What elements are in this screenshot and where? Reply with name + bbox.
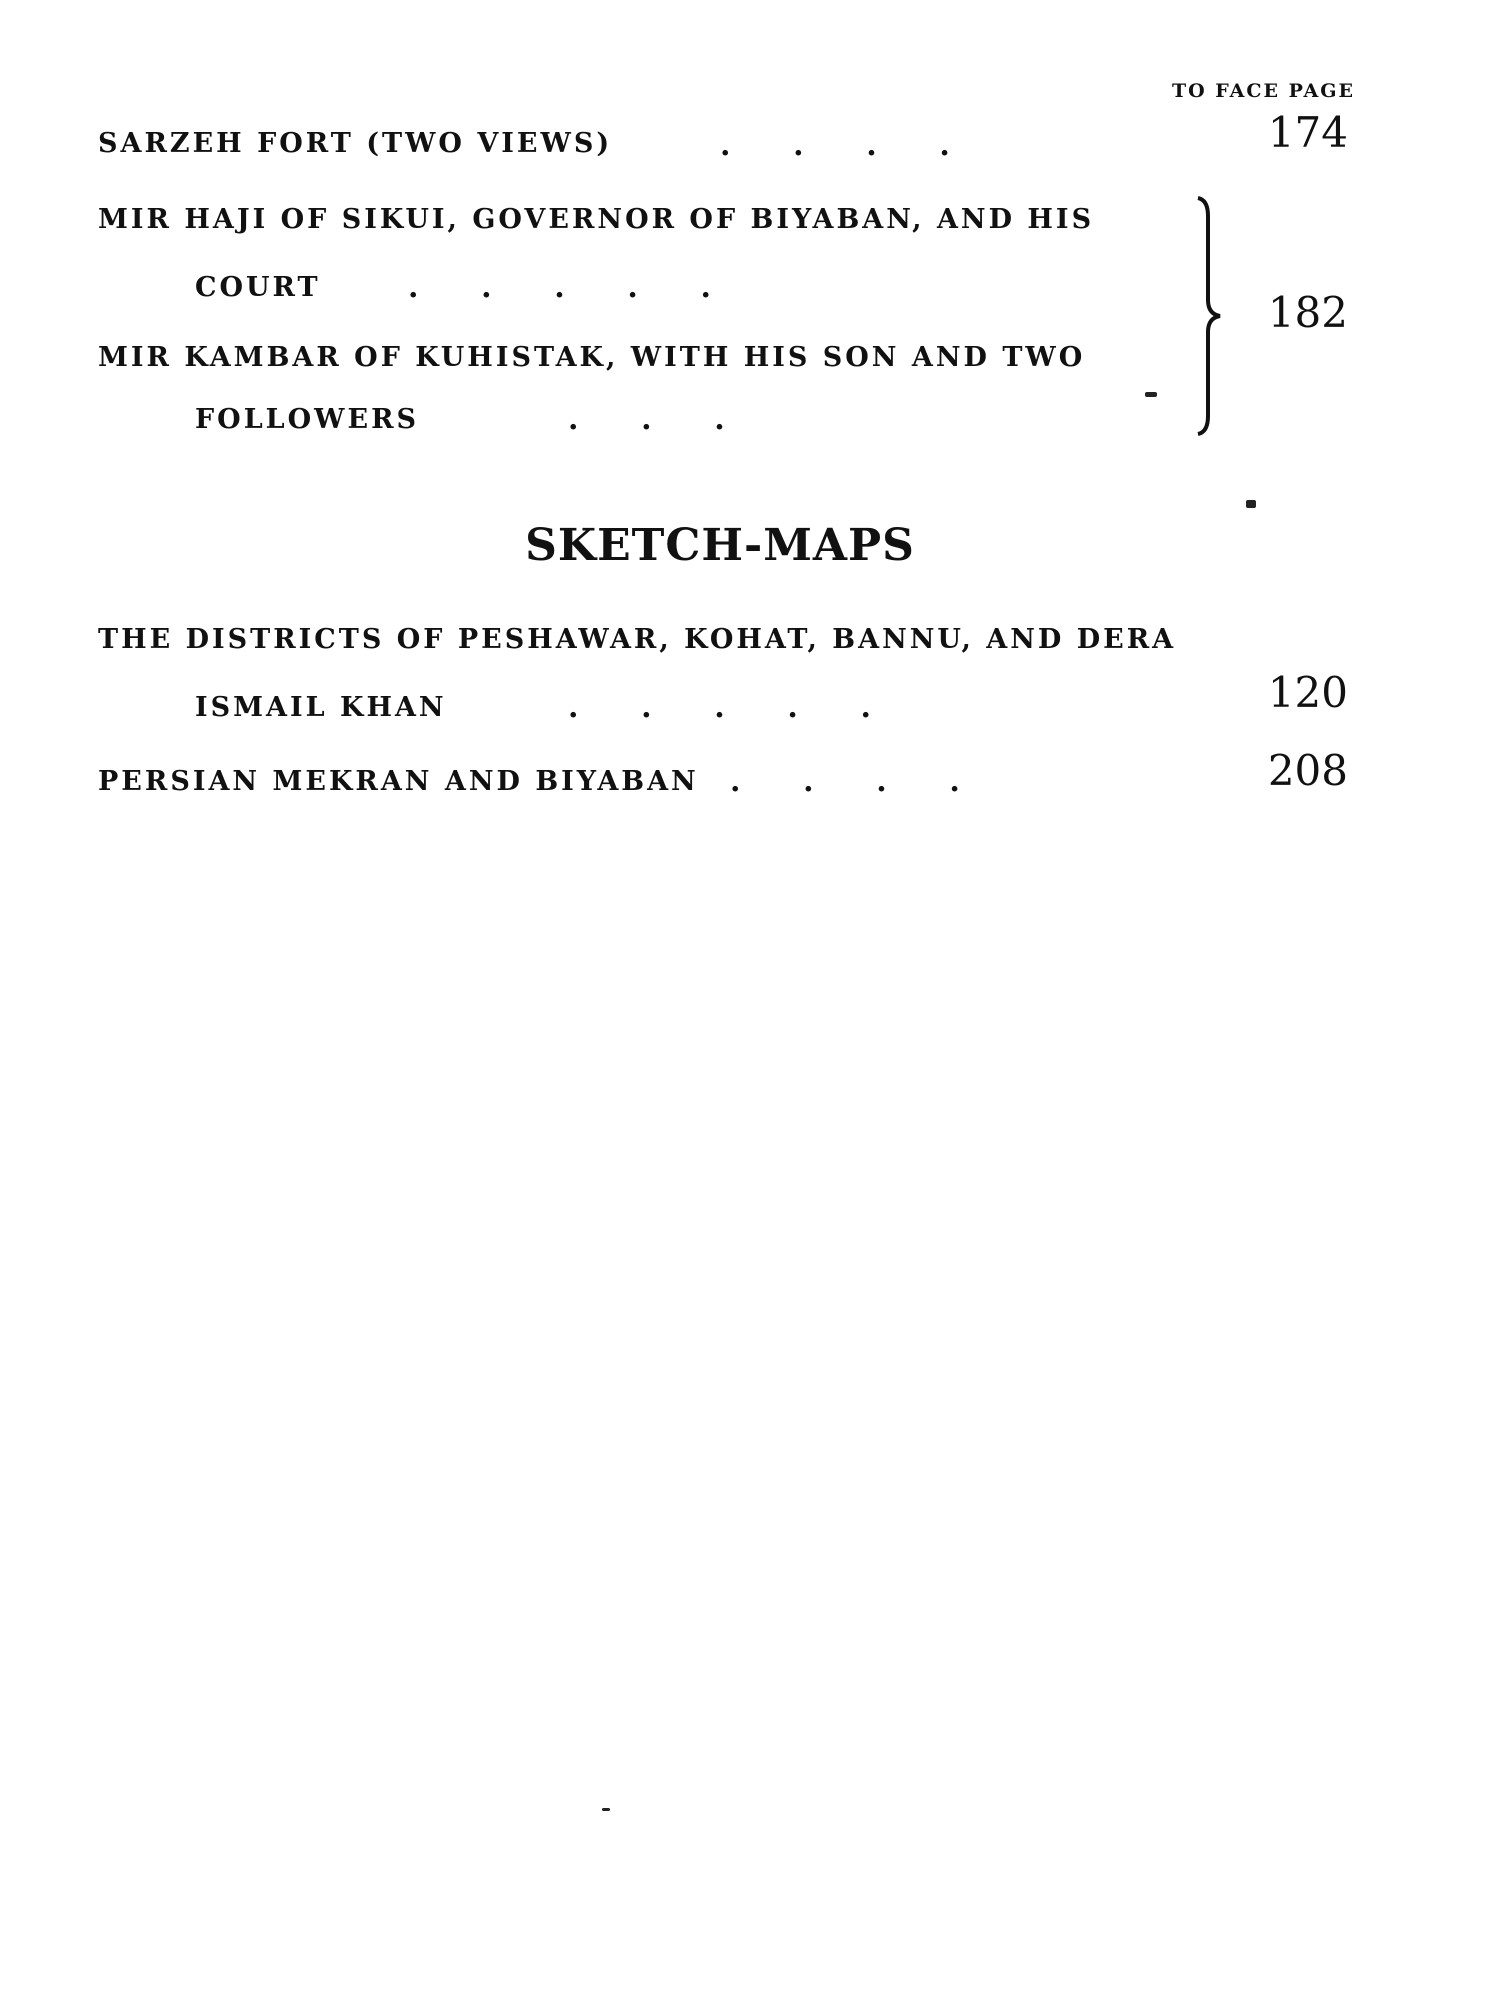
entry-continuation: COURT [195, 272, 321, 303]
scan-speck [1145, 392, 1157, 397]
illustration-entry-mir-kambar [98, 342, 1348, 373]
page-number: 174 [1267, 108, 1348, 157]
leader-dots: . . . [568, 402, 725, 437]
to-face-page-label: TO FACE PAGE [1172, 80, 1355, 102]
entry-title: MIR HAJI OF SIKUI, GOVERNOR OF BIYABAN, AND HIS [98, 204, 1095, 235]
leader-dots: . . . . [720, 128, 950, 163]
page-number: 120 [1267, 668, 1348, 717]
section-title-sketch-maps: SKETCH-MAPS [525, 520, 915, 571]
entry-continuation: ISMAIL KHAN [195, 692, 447, 723]
leader-dots: . . . . . [408, 270, 711, 305]
leader-dots: . . . . . [568, 690, 871, 725]
entry-title: PERSIAN MEKRAN AND BIYABAN [98, 766, 699, 797]
grouping-brace [1194, 196, 1224, 436]
entry-continuation: FOLLOWERS [195, 404, 420, 435]
map-entry-persian-mekran [98, 766, 1348, 797]
map-entry-districts [98, 624, 1348, 655]
page-number: 208 [1267, 746, 1348, 795]
scan-speck [602, 1808, 610, 1811]
entry-title: THE DISTRICTS OF PESHAWAR, KOHAT, BANNU, AND DERA [98, 624, 1177, 655]
scan-speck [1246, 500, 1256, 508]
entry-title: SARZEH FORT (TWO VIEWS) [98, 128, 613, 159]
illustration-entry-mir-haji [98, 204, 1348, 235]
leader-dots: . . . . [730, 764, 960, 799]
page-number: 182 [1267, 288, 1348, 337]
entry-title: MIR KAMBAR OF KUHISTAK, WITH HIS SON AND TWO [98, 342, 1086, 373]
